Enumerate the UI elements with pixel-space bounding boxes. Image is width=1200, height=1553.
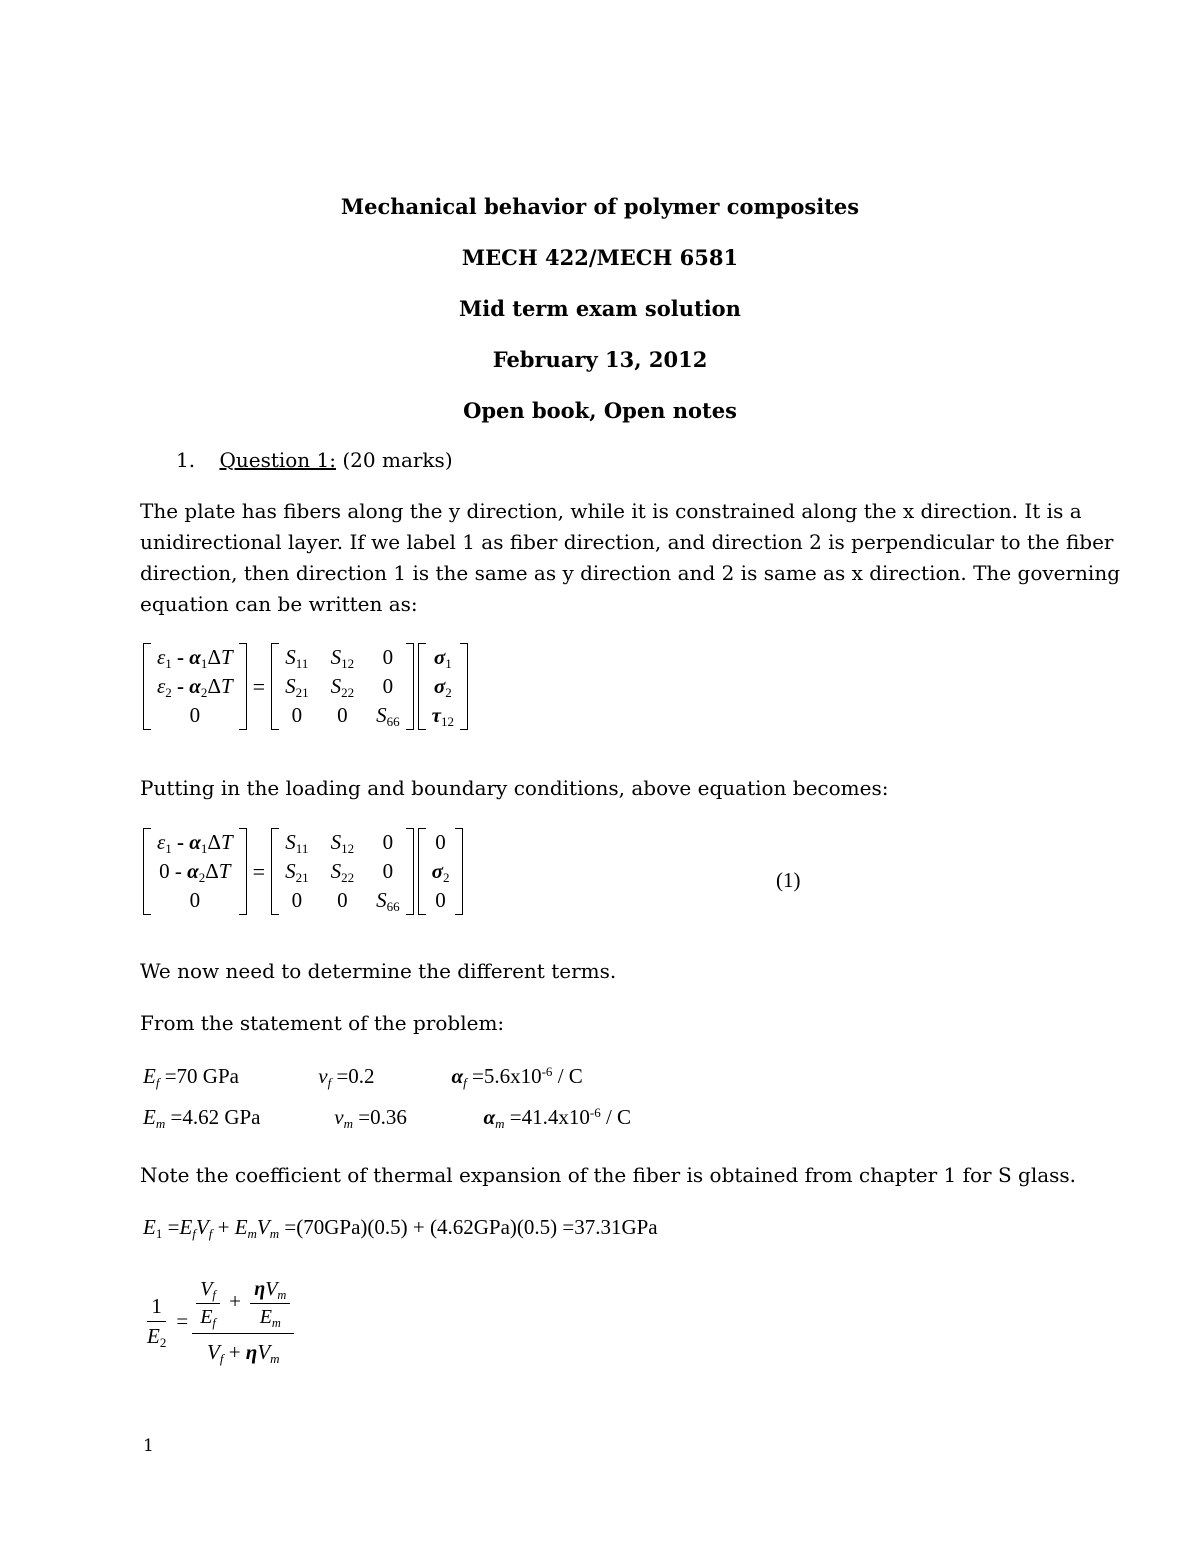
equation-number: (1) <box>776 868 801 892</box>
question-marks: (20 marks) <box>336 448 453 472</box>
paragraph-line: Note the coefficient of thermal expansion of the fiber is obtained from chapter 1 for S glass. <box>140 1163 1077 1187</box>
course-code: MECH 422/MECH 6581 <box>461 245 739 270</box>
paragraph-line: We now need to determine the different terms. <box>140 959 617 983</box>
compliance-matrix: $S_{11}$ $S_{12}$ 0 $S_{21}$ $S_{22}$ 0 0 0 $S_{66}$ <box>271 643 414 730</box>
strain-vector: $\varepsilon_1 - \alpha_1\Delta T$ $\varepsilon_2 - \alpha_2\Delta T$ 0 <box>143 643 247 730</box>
question-number: 1. <box>176 448 196 472</box>
question-label: Question 1: <box>219 448 337 472</box>
paragraph-line: From the statement of the problem: <box>140 1011 505 1035</box>
exam-date: February 13, 2012 <box>492 347 708 372</box>
e1-equation: $E_1 =E_fV_f + E_mV_m =(70GPa)(0.5) + (4.62GPa)(0.5) =37.31GPa$ <box>143 1215 658 1242</box>
question-heading <box>176 448 453 472</box>
paragraph-line: Putting in the loading and boundary conditions, above equation becomes: <box>140 776 889 800</box>
e2-equation: $\frac{1}{E_2}$ = $\frac{V_f}{E_f}$ + $\frac{\eta V_m}{E_m}$ $V_f + \eta V_m$ <box>143 1278 294 1365</box>
document-title: Mechanical behavior of polymer composites <box>340 194 860 219</box>
paragraph-line: The plate has fibers along the y direction, while it is constrained along the x direction. It is a <box>140 499 1082 523</box>
paragraph-line: unidirectional layer. If we label 1 as fiber direction, and direction 2 is perpendicular to the fiber <box>140 530 1114 554</box>
exam-title: Mid term exam solution <box>459 296 741 321</box>
compliance-matrix: $S_{11}$ $S_{12}$ 0 $S_{21}$ $S_{22}$ 0 0 0 $S_{66}$ <box>271 828 414 915</box>
paragraph-line: equation can be written as: <box>140 592 418 616</box>
matrix-properties: $E_m =4.62$ GPa $\nu_m =0.36$ $\alpha_m =41.4x10^{-6} / C$ <box>143 1104 632 1132</box>
stress-vector: $\sigma_1$ $\sigma_2$ $\tau_{12}$ <box>418 643 468 730</box>
page-number: 1 <box>143 1436 154 1456</box>
fiber-properties: $E_f =70$ GPa $\nu_f =0.2$ $\alpha_f =5.6x10^{-6} / C$ <box>143 1063 583 1091</box>
paragraph-line: direction, then direction 1 is the same as y direction and 2 is same as x direction. The governing <box>140 561 1121 585</box>
exam-conditions: Open book, Open notes <box>463 398 737 423</box>
stress-vector: 0 $\sigma_2$ 0 <box>418 828 464 915</box>
strain-vector: $\varepsilon_1 - \alpha_1\Delta T$ $0 - \alpha_2\Delta T$ 0 <box>143 828 247 915</box>
equation-1: $\varepsilon_1 - \alpha_1\Delta T$ $0 - \alpha_2\Delta T$ 0 = $S_{11}$ $S_{12}$ 0 $S_{21}$ $S_{22}$ 0 0 0 $S_{66}$ 0 $\sigma_2$ 0 <box>143 828 463 915</box>
governing-equation: $\varepsilon_1 - \alpha_1\Delta T$ $\varepsilon_2 - \alpha_2\Delta T$ 0 = $S_{11}$ $S_{12}$ 0 $S_{21}$ $S_{22}$ 0 0 0 $S_{66}$ $\sigma_1$ $\sigma_2$ $\tau_{12}$ <box>143 643 468 730</box>
